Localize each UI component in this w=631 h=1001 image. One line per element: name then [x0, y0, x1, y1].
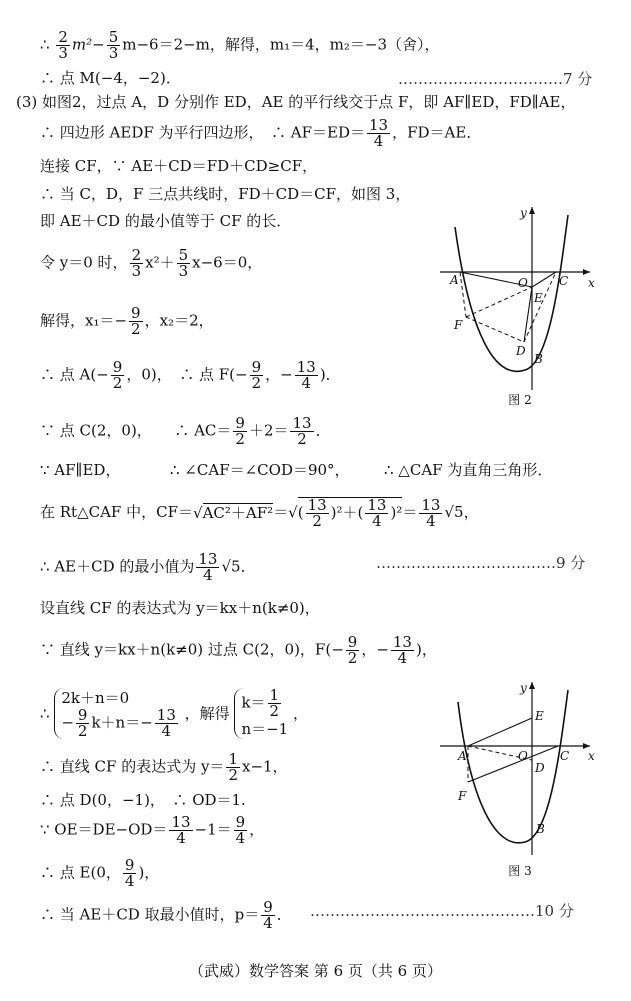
line-18: ∴ 直线 CF 的表达式为 y＝ $\frac{1}{2}$ x−1，	[40, 750, 288, 784]
fraction: $\frac{2}{3}$	[131, 246, 142, 280]
figure-3	[440, 680, 600, 880]
label-x: x	[588, 749, 595, 763]
label-y: y	[520, 681, 527, 695]
fraction: $\frac{9}{2}$	[112, 358, 123, 392]
line-20: ∵ OE＝DE−OD＝ $\frac{13}{4}$ −1＝ $\frac{9}{4}$ ，	[40, 813, 265, 847]
fraction: $\frac{5}{3}$	[178, 246, 189, 280]
fraction: $\frac{9}{4}$	[124, 856, 135, 890]
label-d: D	[516, 344, 526, 358]
line-13: 在 Rt△CAF 中，CF＝√AC²＋AF²＝√( $\frac{13}{2}$ )²＋( $\frac{13}{4}$ )²＝ $\frac{13}{4}$ √5，	[40, 495, 479, 530]
label-o: O	[518, 276, 528, 290]
line-10: ∴ 点 A(− $\frac{9}{2}$ ，0)， ∴ 点 F(− $\frac{9}{2}$ ，− $\frac{13}{4}$ )．	[40, 358, 341, 392]
fraction: $\frac{2}{3}$	[58, 28, 68, 62]
score-dots: ………………………………9 分	[376, 554, 586, 572]
figure-3-graph	[440, 680, 600, 860]
fraction: $\frac{9}{2}$	[251, 358, 262, 392]
page-footer: （武威）数学答案 第 6 页（共 6 页）	[189, 962, 442, 980]
line-6: ∴ 当 C，D，F 三点共线时，FD＋CD＝CF，如图 3，	[40, 185, 411, 203]
sqrt-expression: √AC²＋AF²	[193, 504, 274, 522]
label-x: x	[588, 276, 595, 290]
label-a: A	[450, 273, 459, 287]
label-b: B	[534, 352, 543, 366]
line-2: ∴ 点 M(−4，−2)．	[40, 69, 181, 87]
equation-system: 2k＋n＝0 − $\frac{9}{2}$ k＋n＝− $\frac{13}{4}$	[54, 688, 180, 739]
fraction: $\frac{9}{2}$	[235, 414, 245, 448]
line-12b: ∴ ∠CAF＝∠COD＝90°，	[170, 461, 350, 479]
solution-system: k＝ $\frac{1}{2}$ n＝−1	[234, 688, 288, 739]
fraction: $\frac{9}{2}$	[131, 304, 141, 338]
line-3: (3) 如图2，过点 A，D 分别作 ED，AE 的平行线交于点 F，即 AF∥ED，FD∥AE，	[16, 93, 576, 111]
therefore: ∴	[40, 35, 50, 54]
fraction: $\frac{13}{4}$	[392, 633, 412, 667]
fraction: $\frac{13}{4}$	[369, 116, 389, 150]
label-e: E	[535, 709, 544, 723]
score-dots: ………………………………………10 分	[310, 902, 574, 920]
line-1: ∴ $\frac{2}{3}$ m²− $\frac{5}{3}$ m−6＝2−m，解得，m₁＝4，m₂＝−3（舍），	[40, 28, 440, 62]
label-b: B	[536, 822, 545, 836]
fraction: $\frac{5}{3}$	[108, 28, 119, 62]
score-dots: ……………………………7 分	[398, 70, 593, 88]
label-f: F	[454, 318, 463, 332]
label-e: E	[534, 291, 543, 305]
line-19: ∴ 点 D(0，−1)， ∴ OD＝1.	[40, 791, 246, 809]
line-12: ∵ AF∥ED，	[40, 461, 121, 479]
sqrt-big: √( $\frac{13}{2}$ )²＋( $\frac{13}{4}$ )²	[288, 496, 403, 530]
line-4: ∴ 四边形 AEDF 为平行四边形， ∴ AF＝ED＝ $\frac{13}{4}$ ，FD＝AE．	[40, 116, 482, 150]
line-22: ∴ 当 AE＋CD 取最小值时，p＝ $\frac{9}{4}$ ．	[40, 898, 292, 932]
fraction: $\frac{9}{2}$	[347, 633, 358, 667]
label-y: y	[520, 206, 527, 220]
fraction: $\frac{13}{4}$	[171, 813, 191, 847]
fraction: $\frac{13}{2}$	[292, 414, 312, 448]
score-mark: 7 分	[563, 70, 593, 88]
label-f: F	[458, 789, 467, 803]
line-12c: ∴ △CAF 为直角三角形．	[384, 461, 553, 479]
line-7: 即 AE＋CD 的最小值等于 CF 的长．	[40, 212, 292, 230]
label-d: D	[535, 761, 545, 775]
label-o: O	[518, 749, 528, 763]
fraction: $\frac{13}{4}$	[421, 495, 441, 530]
line-8: 令 y＝0 时， $\frac{2}{3}$ x²＋ $\frac{5}{3}$ x−6＝0，	[40, 246, 263, 280]
line-15: 设直线 CF 的表达式为 y＝kx＋n(k≠0)，	[40, 599, 320, 617]
line-11: ∵ 点 C(2，0)， ∴ AC＝ $\frac{9}{2}$ ＋2＝ $\frac{13}{2}$ ．	[40, 414, 331, 448]
label-a: A	[458, 749, 467, 763]
fraction: $\frac{9}{4}$	[235, 813, 246, 847]
line-21: ∴ 点 E(0， $\frac{9}{4}$ )，	[40, 856, 160, 890]
figure-3-caption: 图 3	[508, 864, 532, 878]
line-5: 连接 CF，∵ AE＋CD＝FD＋CD≥CF，	[40, 157, 318, 175]
fraction: $\frac{9}{4}$	[263, 898, 273, 932]
score-mark: 10 分	[535, 902, 574, 920]
line-16: ∵ 直线 y＝kx＋n(k≠0) 过点 C(2，0)，F(− $\frac{9}{2}$ ，− $\frac{13}{4}$ )，	[40, 633, 437, 667]
fraction: $\frac{1}{2}$	[228, 750, 238, 784]
figure-2-caption: 图 2	[508, 393, 532, 407]
score-mark: 9 分	[556, 554, 586, 572]
line-9: 解得，x₁＝− $\frac{9}{2}$ ，x₂＝2，	[40, 304, 214, 338]
line-17: ∴ 2k＋n＝0 − $\frac{9}{2}$ k＋n＝− $\frac{13}{4}$ ，解得 k＝ $\frac{1}{2}$ n＝−1 ，	[40, 686, 309, 740]
label-c: C	[559, 274, 569, 288]
label-c: C	[560, 749, 570, 763]
line-14: ∴ AE＋CD 的最小值为 $\frac{13}{4}$ √5．	[40, 550, 256, 584]
fraction: $\frac{13}{4}$	[296, 358, 316, 392]
figure-2-graph	[440, 205, 600, 395]
figure-2	[440, 205, 600, 410]
fraction: $\frac{13}{4}$	[198, 550, 218, 584]
